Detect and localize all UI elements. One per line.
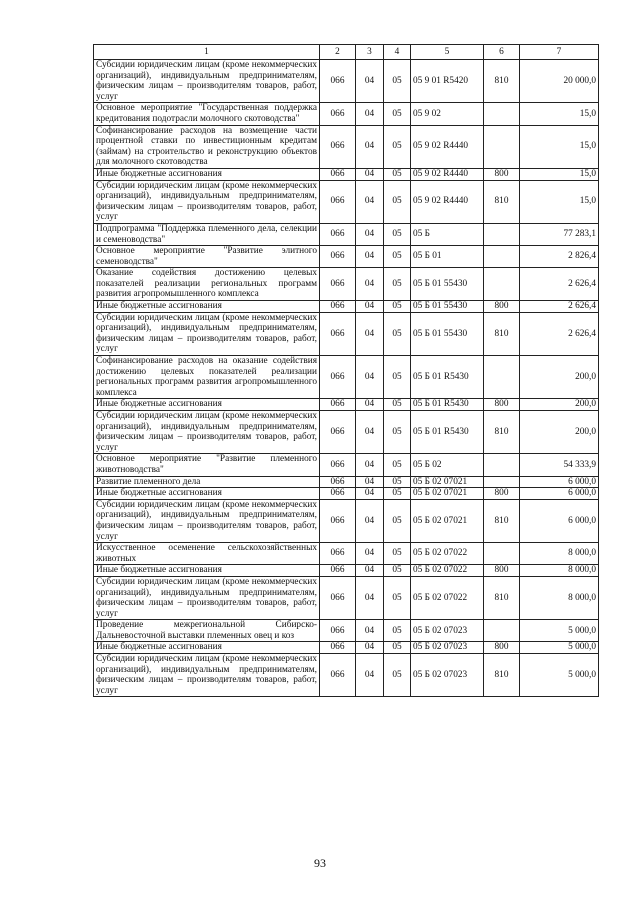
row-csr: 05 Б 02 07022 [411,543,484,565]
row-podrazdel: 05 [384,301,411,313]
row-vedomstvo: 066 [320,301,356,313]
row-vr: 810 [484,180,520,223]
row-vr: 810 [484,576,520,619]
row-podrazdel: 05 [384,476,411,488]
row-sum: 200,0 [520,399,599,411]
row-podrazdel: 05 [384,488,411,500]
row-razdel: 04 [356,246,384,268]
row-podrazdel: 05 [384,246,411,268]
row-csr: 05 Б 02 07021 [411,499,484,542]
row-sum: 6 000,0 [520,476,599,488]
table-row [94,223,599,245]
table-row [94,543,599,565]
row-name: Субсидии юридическим лицам (кроме некоммерческих организаций), индивидуальным предпринимателям, физическим лицам – производителям товаров, работ, услуг [94,60,320,103]
row-vedomstvo: 066 [320,499,356,542]
row-csr: 05 Б 01 R5430 [411,356,484,399]
row-name: Иные бюджетные ассигнования [94,565,320,577]
table-row [94,565,599,577]
row-name: Софинансирование расходов на оказание содействия достижению целевых показателей реализации региональных программ развития агропромышленного комплекса [94,356,320,399]
row-razdel: 04 [356,180,384,223]
row-vr [484,356,520,399]
row-vr [484,543,520,565]
table-row [94,620,599,642]
row-razdel: 04 [356,312,384,355]
row-sum: 2 626,4 [520,301,599,313]
row-podrazdel: 05 [384,620,411,642]
row-vedomstvo: 066 [320,60,356,103]
row-name: Основное мероприятие "Развитие элитного семеноводства" [94,246,320,268]
row-vedomstvo: 066 [320,476,356,488]
row-csr: 05 Б 02 07022 [411,565,484,577]
row-podrazdel: 05 [384,565,411,577]
row-razdel: 04 [356,499,384,542]
row-razdel: 04 [356,103,384,125]
row-csr: 05 Б 02 07023 [411,654,484,697]
row-name: Субсидии юридическим лицам (кроме некоммерческих организаций), индивидуальным предпринимателям, физическим лицам – производителям товаров, работ, услуг [94,499,320,542]
row-sum: 54 333,9 [520,454,599,476]
row-vedomstvo: 066 [320,620,356,642]
row-csr: 05 Б 01 R5430 [411,399,484,411]
row-sum: 5 000,0 [520,620,599,642]
row-razdel: 04 [356,620,384,642]
table-row [94,399,599,411]
row-name: Иные бюджетные ассигнования [94,488,320,500]
row-razdel: 04 [356,488,384,500]
row-podrazdel: 05 [384,356,411,399]
row-podrazdel: 05 [384,499,411,542]
row-vedomstvo: 066 [320,399,356,411]
row-vedomstvo: 066 [320,103,356,125]
row-sum: 2 626,4 [520,312,599,355]
row-vr: 800 [484,399,520,411]
table-body [94,60,599,697]
row-name: Развитие племенного дела [94,476,320,488]
header-col-1: 1 [94,45,320,60]
row-vedomstvo: 066 [320,180,356,223]
row-vr: 800 [484,488,520,500]
row-razdel: 04 [356,60,384,103]
row-razdel: 04 [356,125,384,168]
row-csr: 05 Б 01 55430 [411,301,484,313]
row-vedomstvo: 066 [320,223,356,245]
row-vedomstvo: 066 [320,488,356,500]
row-name: Иные бюджетные ассигнования [94,168,320,180]
row-podrazdel: 05 [384,654,411,697]
row-csr: 05 9 02 [411,103,484,125]
row-sum: 8 000,0 [520,576,599,619]
row-razdel: 04 [356,301,384,313]
row-podrazdel: 05 [384,103,411,125]
row-razdel: 04 [356,642,384,654]
row-name: Оказание содействия достижению целевых показателей реализации региональных программ развития агропромышленного комплекса [94,268,320,301]
row-sum: 20 000,0 [520,60,599,103]
row-vr: 810 [484,654,520,697]
row-podrazdel: 05 [384,642,411,654]
row-name: Субсидии юридическим лицам (кроме некоммерческих организаций), индивидуальным предпринимателям, физическим лицам – производителям товаров, работ, услуг [94,411,320,454]
row-podrazdel: 05 [384,168,411,180]
row-vr [484,620,520,642]
row-podrazdel: 05 [384,411,411,454]
row-sum: 5 000,0 [520,642,599,654]
row-vr [484,268,520,301]
row-podrazdel: 05 [384,312,411,355]
row-sum: 77 283,1 [520,223,599,245]
row-vedomstvo: 066 [320,125,356,168]
row-vr: 810 [484,60,520,103]
row-razdel: 04 [356,565,384,577]
row-podrazdel: 05 [384,454,411,476]
row-podrazdel: 05 [384,223,411,245]
row-vr: 800 [484,301,520,313]
row-vedomstvo: 066 [320,246,356,268]
row-razdel: 04 [356,411,384,454]
table-row [94,180,599,223]
table-row [94,488,599,500]
row-razdel: 04 [356,476,384,488]
row-vr [484,125,520,168]
row-vr: 810 [484,499,520,542]
row-csr: 05 Б 02 07021 [411,488,484,500]
row-vr [484,246,520,268]
row-sum: 6 000,0 [520,488,599,500]
row-name: Субсидии юридическим лицам (кроме некоммерческих организаций), индивидуальным предпринимателям, физическим лицам – производителям товаров, работ, услуг [94,180,320,223]
row-razdel: 04 [356,654,384,697]
row-sum: 15,0 [520,125,599,168]
row-vr [484,223,520,245]
row-podrazdel: 05 [384,60,411,103]
row-csr: 05 Б 01 55430 [411,268,484,301]
row-vedomstvo: 066 [320,543,356,565]
table-row [94,476,599,488]
row-vedomstvo: 066 [320,642,356,654]
row-csr: 05 9 02 R4440 [411,125,484,168]
table-row [94,642,599,654]
table-row [94,654,599,697]
budget-table [93,44,599,697]
row-sum: 8 000,0 [520,565,599,577]
row-name: Основное мероприятие "Государственная поддержка кредитования подотрасли молочного скотоводства" [94,103,320,125]
header-col-6: 6 [484,45,520,60]
row-vr: 800 [484,565,520,577]
header-col-4: 4 [384,45,411,60]
header-row [94,45,599,60]
row-vr: 800 [484,168,520,180]
row-vedomstvo: 066 [320,356,356,399]
row-vr: 800 [484,642,520,654]
row-vr: 810 [484,312,520,355]
row-name: Основное мероприятие "Развитие племенного животноводства" [94,454,320,476]
row-csr: 05 Б [411,223,484,245]
row-razdel: 04 [356,576,384,619]
row-csr: 05 Б 01 [411,246,484,268]
row-vr [484,454,520,476]
row-name: Иные бюджетные ассигнования [94,301,320,313]
row-sum: 5 000,0 [520,654,599,697]
row-sum: 15,0 [520,168,599,180]
row-name: Проведение межрегиональной Сибирско-Дальневосточной выставки племенных овец и коз [94,620,320,642]
row-vedomstvo: 066 [320,654,356,697]
table-row [94,312,599,355]
row-name: Субсидии юридическим лицам (кроме некоммерческих организаций), индивидуальным предпринимателям, физическим лицам – производителям товаров, работ, услуг [94,312,320,355]
row-razdel: 04 [356,356,384,399]
page-number: 93 [314,856,326,870]
table-row [94,60,599,103]
row-sum: 15,0 [520,103,599,125]
row-sum: 6 000,0 [520,499,599,542]
table-row [94,499,599,542]
row-razdel: 04 [356,268,384,301]
row-name: Искусственное осеменение сельскохозяйственных животных [94,543,320,565]
row-csr: 05 Б 01 55430 [411,312,484,355]
header-col-2: 2 [320,45,356,60]
row-vedomstvo: 066 [320,168,356,180]
row-vr: 810 [484,411,520,454]
table-row [94,103,599,125]
header-col-7: 7 [520,45,599,60]
row-csr: 05 Б 02 07023 [411,642,484,654]
header-col-5: 5 [411,45,484,60]
row-csr: 05 Б 02 07022 [411,576,484,619]
row-vedomstvo: 066 [320,576,356,619]
row-razdel: 04 [356,454,384,476]
row-sum: 200,0 [520,356,599,399]
row-vedomstvo: 066 [320,268,356,301]
table-row [94,411,599,454]
row-razdel: 04 [356,399,384,411]
row-razdel: 04 [356,223,384,245]
row-csr: 05 Б 02 07023 [411,620,484,642]
row-csr: 05 9 02 R4440 [411,180,484,223]
row-sum: 2 626,4 [520,268,599,301]
header-col-3: 3 [356,45,384,60]
row-sum: 200,0 [520,411,599,454]
table-row [94,168,599,180]
table-row [94,246,599,268]
table-row [94,356,599,399]
row-vedomstvo: 066 [320,312,356,355]
row-sum: 8 000,0 [520,543,599,565]
row-podrazdel: 05 [384,125,411,168]
row-podrazdel: 05 [384,399,411,411]
row-name: Иные бюджетные ассигнования [94,399,320,411]
row-sum: 15,0 [520,180,599,223]
table-row [94,576,599,619]
row-csr: 05 Б 01 R5430 [411,411,484,454]
row-vr [484,476,520,488]
row-csr: 05 Б 02 [411,454,484,476]
table-row [94,268,599,301]
row-name: Субсидии юридическим лицам (кроме некоммерческих организаций), индивидуальным предпринимателям, физическим лицам – производителям товаров, работ, услуг [94,576,320,619]
row-vr [484,103,520,125]
row-name: Софинансирование расходов на возмещение части процентной ставки по инвестиционным кредитам (займам) на строительство и реконструкцию объектов для молочного скотоводства [94,125,320,168]
row-name: Субсидии юридическим лицам (кроме некоммерческих организаций), индивидуальным предпринимателям, физическим лицам – производителям товаров, работ, услуг [94,654,320,697]
table-row [94,454,599,476]
row-vedomstvo: 066 [320,565,356,577]
row-podrazdel: 05 [384,543,411,565]
row-sum: 2 826,4 [520,246,599,268]
table-row [94,125,599,168]
row-podrazdel: 05 [384,576,411,619]
row-razdel: 04 [356,543,384,565]
row-csr: 05 9 02 R4440 [411,168,484,180]
row-razdel: 04 [356,168,384,180]
row-podrazdel: 05 [384,180,411,223]
row-name: Подпрограмма "Поддержка племенного дела, селекции и семеноводства" [94,223,320,245]
table-row [94,301,599,313]
row-vedomstvo: 066 [320,454,356,476]
row-csr: 05 Б 02 07021 [411,476,484,488]
row-podrazdel: 05 [384,268,411,301]
row-vedomstvo: 066 [320,411,356,454]
row-csr: 05 9 01 R5420 [411,60,484,103]
row-name: Иные бюджетные ассигнования [94,642,320,654]
